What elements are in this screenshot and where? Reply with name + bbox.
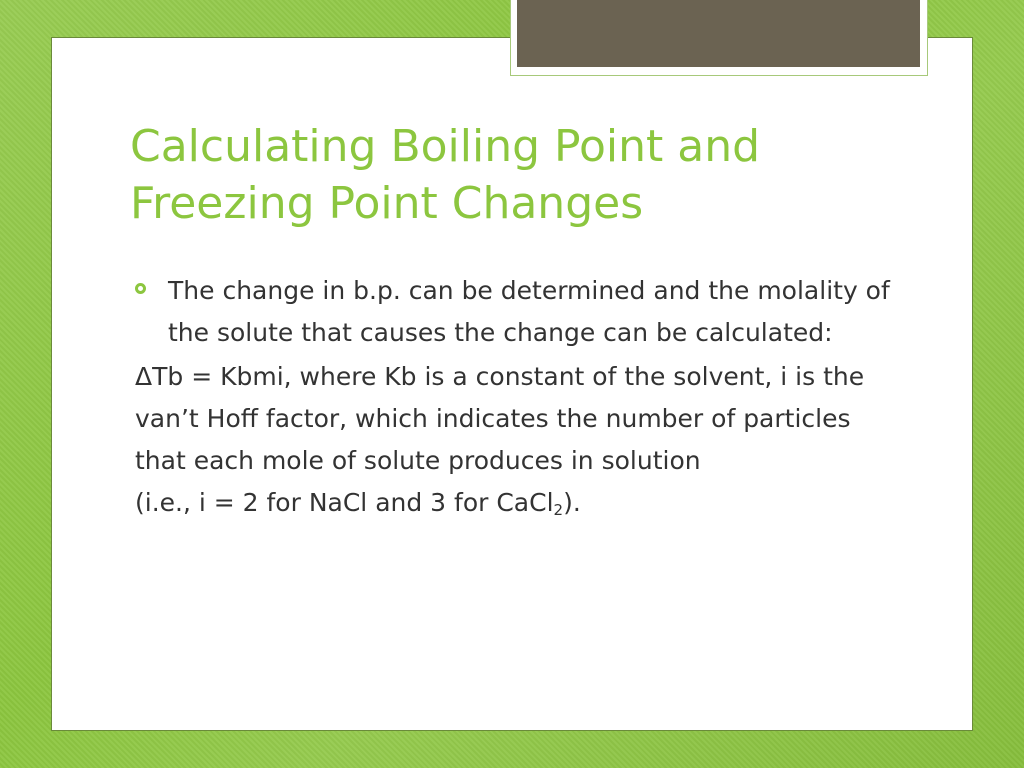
slide-body	[135, 270, 905, 531]
accent-block	[517, 0, 920, 67]
slide-title: Calculating Boiling Point and Freezing Point Changes	[130, 121, 761, 229]
example-suffix: ).	[563, 488, 581, 517]
circle-bullet-icon	[135, 283, 146, 294]
bullet-item	[135, 270, 905, 354]
formula-paragraph: ΔTb = Kbmi, where Kb is a constant of the solvent, i is the van’t Hoff factor, which indicates the number of particles that each mole of solute produces in solution	[135, 362, 865, 475]
example-prefix: (i.e., i = 2 for NaCl and 3 for CaCl	[135, 488, 554, 517]
bullet-text: The change in b.p. can be determined and the molality of the solute that causes the change can be calculated:	[168, 276, 890, 347]
example-subscript: 2	[553, 501, 564, 519]
example-line	[135, 482, 905, 531]
